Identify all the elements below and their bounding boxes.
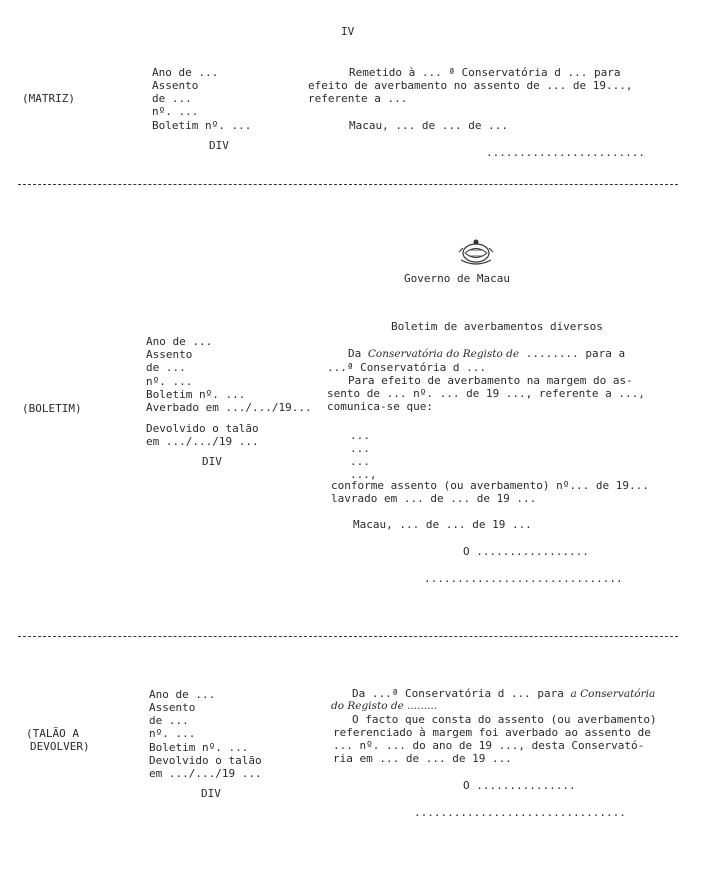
talao-para-2: referenciado à margem foi averbado ao assento de xyxy=(333,726,651,739)
boletim-item-3: ... xyxy=(350,455,370,468)
boletim-line1-pre: Da xyxy=(348,347,368,360)
matriz-numero: nº. ... xyxy=(152,105,199,118)
cut-line-1 xyxy=(18,184,678,185)
boletim-para-1: Para efeito de averbamento na margem do as- xyxy=(348,374,633,387)
matriz-ano: Ano de ... xyxy=(152,66,219,79)
boletim-conforme: conforme assento (ou averbamento) nº... de 19... xyxy=(331,479,649,492)
matriz-de: de ... xyxy=(152,92,192,105)
talao-assento: Assento xyxy=(149,701,196,714)
talao-div: DIV xyxy=(201,787,221,800)
talao-numero: nº. ... xyxy=(149,727,196,740)
talao-ano: Ano de ... xyxy=(149,688,216,701)
boletim-heading: Boletim de averbamentos diversos xyxy=(391,320,603,333)
matriz-label: (MATRIZ) xyxy=(22,92,75,105)
talao-boletim: Boletim nº. ... xyxy=(149,741,249,754)
boletim-line1-post: ........ para a xyxy=(519,347,626,360)
talao-o-line: O ............... xyxy=(463,779,576,792)
talao-signature-line: ................................ xyxy=(414,806,626,819)
talao-de: de ... xyxy=(149,714,189,727)
boletim-lavrado: lavrado em ... de ... de 19 ... xyxy=(331,492,537,505)
talao-para-4: ria em ... de ... de 19 ... xyxy=(333,752,512,765)
boletim-item-4: ..., xyxy=(350,468,377,481)
talao-label-2: DEVOLVER) xyxy=(30,740,90,753)
boletim-line1-handwritten: Conservatória do Registo de xyxy=(367,348,520,360)
matriz-boletim: Boletim nº. ... xyxy=(152,119,252,132)
boletim-label: (BOLETIM) xyxy=(22,402,82,415)
talao-line2-handwritten: do Registo de ......... xyxy=(331,700,438,712)
talao-para-3: ... nº. ... do ano de 19 ..., desta Conservató- xyxy=(333,739,645,752)
matriz-assento: Assento xyxy=(152,79,199,92)
seal-emblem-icon xyxy=(457,238,495,268)
boletim-line2: ...ª Conservatória d ... xyxy=(327,361,486,374)
boletim-item-1: ... xyxy=(350,429,370,442)
talao-devolvido: Devolvido o talão xyxy=(149,754,262,767)
talao-line1-handwritten: a Conservatória xyxy=(570,688,656,700)
boletim-assento: Assento xyxy=(146,348,193,361)
talao-devolvido-em: em .../.../19 ... xyxy=(149,767,262,780)
page-number: IV xyxy=(341,25,355,38)
boletim-para-3: comunica-se que: xyxy=(327,400,433,413)
talao-line1 xyxy=(352,687,655,701)
boletim-de: de ... xyxy=(146,361,186,374)
boletim-line1 xyxy=(348,347,625,361)
talao-para-1: O facto que consta do assento (ou averbamento) xyxy=(352,713,657,726)
matriz-div: DIV xyxy=(209,139,229,152)
boletim-o-line: O ................. xyxy=(463,545,589,558)
boletim-devolvido-em: em .../.../19 ... xyxy=(146,435,259,448)
matriz-remetido: Remetido à ... ª Conservatória d ... para xyxy=(349,66,621,79)
boletim-devolvido: Devolvido o talão xyxy=(146,422,259,435)
boletim-date-line: Macau, ... de ... de 19 ... xyxy=(353,518,532,531)
boletim-para-2: sento de ... nº. ... de 19 ..., referente a ..., xyxy=(327,387,645,400)
boletim-div: DIV xyxy=(202,455,222,468)
boletim-boletim-num: Boletim nº. ... xyxy=(146,388,246,401)
boletim-numero: nº. ... xyxy=(146,375,193,388)
government-title: Governo de Macau xyxy=(404,272,510,285)
boletim-signature-line: .............................. xyxy=(424,572,623,585)
cut-line-2 xyxy=(18,636,678,637)
talao-label-1: (TALÃO A xyxy=(26,727,79,740)
matriz-signature-line: ........................ xyxy=(486,146,645,159)
talao-line1-pre: Da ...ª Conservatória d ... para xyxy=(352,687,571,700)
matriz-referente: referente a ... xyxy=(308,92,408,105)
boletim-item-2: ... xyxy=(350,442,370,455)
boletim-ano: Ano de ... xyxy=(146,335,213,348)
matriz-efeito: efeito de averbamento no assento de ... de 19..., xyxy=(308,79,633,92)
boletim-averbado: Averbado em .../.../19... xyxy=(146,401,312,414)
matriz-date-line: Macau, ... de ... de ... xyxy=(349,119,508,132)
